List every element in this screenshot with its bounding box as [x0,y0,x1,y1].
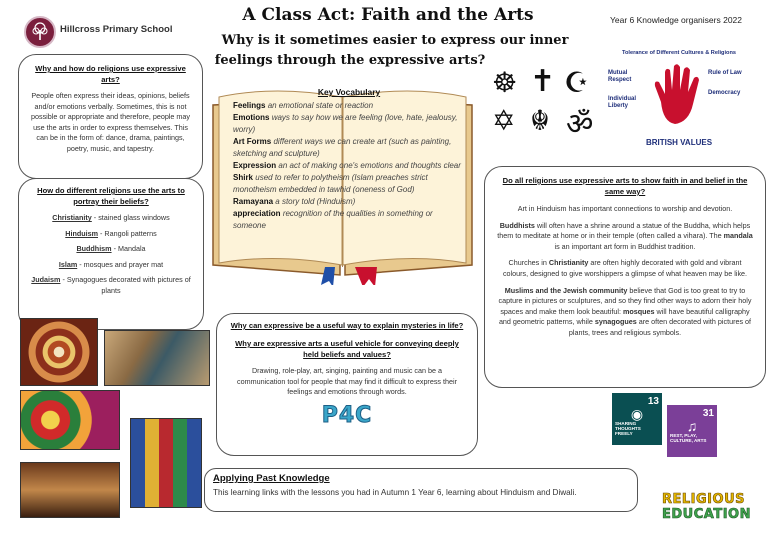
why-how-heading: Why and how do religions use expressive arts? [35,64,186,84]
bv-right-2: Democracy [708,90,741,96]
bv-caption: BRITISH VALUES [645,138,713,147]
crescent-icon: ☪ [564,66,590,99]
p4c-logo: P4C [321,402,373,428]
om-icon: ॐ [566,107,594,142]
hand-icon [649,62,709,132]
khanda-icon: ☬ [530,104,550,137]
mysteries-box [216,313,478,456]
vocab-item: Feelings an emotional state or reaction [233,101,374,110]
why-how-box [18,54,203,179]
vocab-heading: Key Vocabulary [317,87,381,97]
school-logo [24,16,56,48]
vocab-item: Emotions ways to say how we are feeling (love, hate, jealousy, worry) [233,113,458,134]
past-knowledge-box [204,468,638,512]
past-knowledge-text: This learning links with the lessons you had in Autumn 1 Year 6, learning about Hinduism and Diwali. [213,488,577,497]
subtitle-line-2: feelings through the expressive arts? [214,53,486,68]
subtitle-line-1: Why is it sometimes easier to express our inner [221,33,569,48]
mysteries-question-2: Why are expressive arts a useful vehicle for conveying deeply held beliefs and values? [235,339,459,359]
past-knowledge-heading: Applying Past Knowledge [213,473,330,484]
religious-education-logo: RELIGIOUS EDUCATION [662,492,751,522]
bv-left-2: Individual Liberty [608,96,637,109]
hinduism-paragraph: Art in Hinduism has important connections to worship and devotion. [517,204,733,213]
religious-symbols [490,64,600,144]
sdg-tile-13: 13 ◉ SHARING THOUGHTS FREELY [612,393,662,445]
vocab-item: Ramayana a story told (Hinduism) [233,197,356,206]
all-religions-box [484,166,766,388]
sdg-tile-31: 31 ♫ REST, PLAY, CULTURE, ARTS [667,405,717,457]
portray-item: Islam - mosques and prayer mat [58,259,164,269]
mysteries-text: Drawing, role-play, art, singing, painting and music can be a communication tool for people that may find it difficult to express their feelings and emotions through words. [237,366,457,397]
page-title: A Class Act: Faith and the Arts [242,5,534,25]
music-icon: ♫ [686,418,698,434]
stained-glass-photo [130,418,202,508]
dharma-wheel-icon: ☸ [492,66,518,99]
portray-item: Buddhism - Mandala [76,244,146,254]
british-values-graphic [604,50,754,150]
synagogue-photo [20,462,120,518]
portray-heading: How do different religions use the arts to portray their beliefs? [37,186,185,206]
organiser-label: Year 6 Knowledge organisers 2022 [610,15,743,25]
cross-icon: ✝ [530,64,556,99]
vocab-item: appreciation recognition of the qualities in something or someone [233,209,433,230]
mysteries-question-1: Why can expressive be a useful way to explain mysteries in life? [230,321,464,330]
vocab-content [233,87,465,232]
bv-right-1: Rule of Law [708,70,742,76]
vocab-item: Shirk used to refer to polytheism (Islam preaches strict monotheism embedded in tawhid (oneness of God) [233,173,428,194]
portray-item: Christianity - stained glass windows [52,213,170,222]
bv-left-1: Mutual Respect [608,70,632,83]
speech-icon: ◉ [630,406,644,422]
portray-box [18,178,204,330]
prayer-mat-photo [104,330,210,386]
open-book [205,75,480,285]
all-religions-heading: Do all religions use expressive arts to show faith in and belief in the same way? [502,176,748,196]
islam-judaism-paragraph: Muslims and the Jewish community believe that God is too great to try to capture in pictures or sculptures, and so they find other ways to adorn their holy spaces and make them look beautiful: mosques will have beautiful calligraphy and geometric patterns, while synagogues are often decorated with pictures of plants, trees and religious symbols. [498,285,752,337]
star-of-david-icon: ✡ [492,104,516,137]
rangoli-photo [20,318,98,386]
portray-item: Hinduism - Rangoli patterns [65,228,157,238]
school-name: Hillcross Primary School [60,24,173,35]
bv-title: Tolerance of Different Cultures & Religions [622,50,736,56]
buddhism-paragraph: Buddhists will often have a shrine around a statue of the Buddha, which helps them to meditate at home or in their temple (often called a vihara). The mandala is an important art form in Buddhist tradition. [497,220,753,251]
mandala-photo [20,390,120,450]
vocab-item: Art Forms different ways we can create art (such as painting, sketching and sculpture) [233,137,452,158]
vocab-item: Expression an act of making one's emotions and thoughts clear [233,161,461,170]
portray-item: Judaism - Synagogues decorated with pictures of plants [31,275,191,295]
christianity-paragraph: Churches in Christianity are often highly decorated with gold and vibrant colours, designed to give worshippers a glimpse of what heaven may be like. [502,258,748,278]
tree-icon [26,18,54,46]
why-how-text: People often express their ideas, opinions, beliefs and/or emotions verbally. Sometimes, this is not possible or appropriate and therefore, people may use the arts in order to express themselves. This can be in the form of: dance, drama, paintings, poetry, music, and tapestry. [30,91,191,153]
